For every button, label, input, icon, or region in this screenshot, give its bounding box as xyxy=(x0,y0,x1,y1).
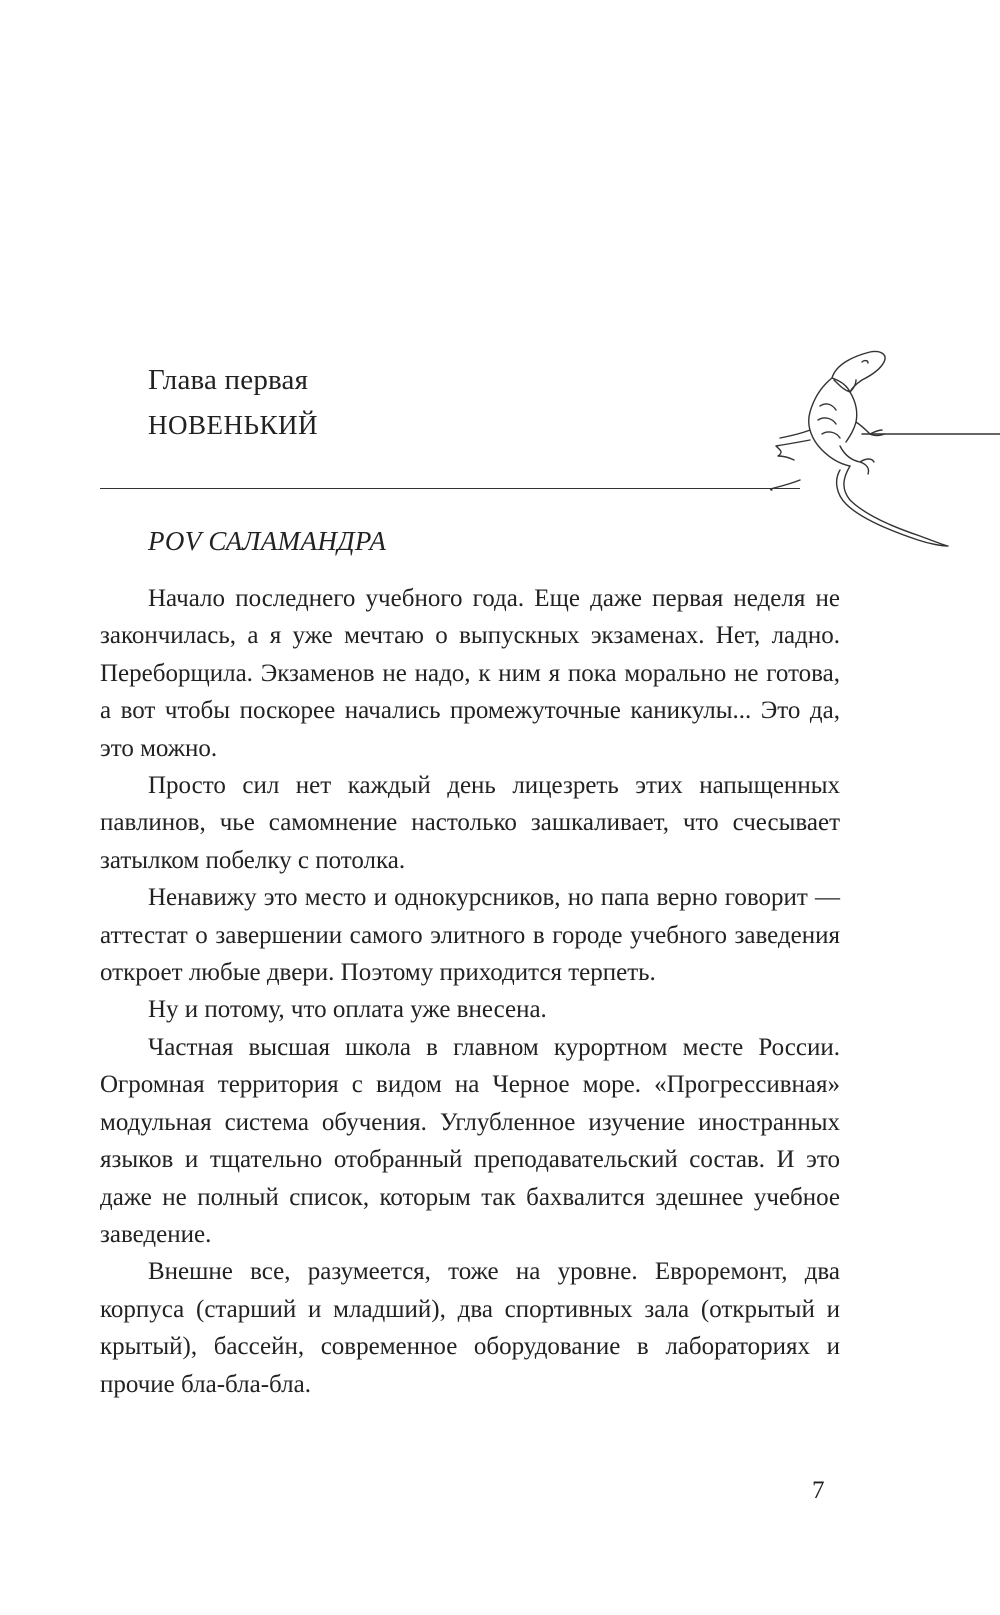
pov-heading: POV САЛАМАНДРА xyxy=(148,526,387,556)
page-number: 7 xyxy=(812,1477,825,1504)
salamander-line-art-icon xyxy=(770,350,1000,570)
paragraph: Ну и потому, что оплата уже внесена. xyxy=(148,996,547,1024)
paragraph: Частная высшая школа в главном курортном месте России. Огромная территория с видом на Черное море. «Прогрессивная» модульная система обучения. Углубленное изучение иностранных языков и тщательно отобранный преподавательский состав. И это даже не полный список, которым так бахвалится здешнее учебное заведение. xyxy=(100,1033,840,1248)
paragraph: Просто сил нет каждый день лицезреть этих напыщенных павлинов, чье самомнение настолько зашкаливает, что счесывает затылком побелку с потолка. xyxy=(100,772,840,874)
paragraph: Начало последнего учебного года. Еще даже первая неделя не закончилась, а я уже мечтаю о выпускных экзаменах. Нет, ладно. Переборщила. Экзаменов не надо, к ним я пока морально не готова, а вот чтобы поскорее начались промежуточные каникулы... Это да, это можно. xyxy=(100,585,840,762)
chapter-divider xyxy=(100,488,800,489)
chapter-title: НОВЕНЬКИЙ xyxy=(148,410,319,440)
paragraph: Внешне все, разумеется, тоже на уровне. Евроремонт, два корпуса (старший и младший), два спортивных зала (открытый и крытый), бассейн, современное оборудование в лабораториях и прочие бла-бла-бла. xyxy=(100,1258,840,1398)
paragraph: Ненавижу это место и однокурсников, но папа верно говорит — аттестат о завершении самого элитного в городе учебного заведения откроет любые двери. Поэтому приходится терпеть. xyxy=(100,884,840,987)
chapter-body xyxy=(100,580,840,1403)
chapter-label: Глава первая xyxy=(148,364,309,396)
